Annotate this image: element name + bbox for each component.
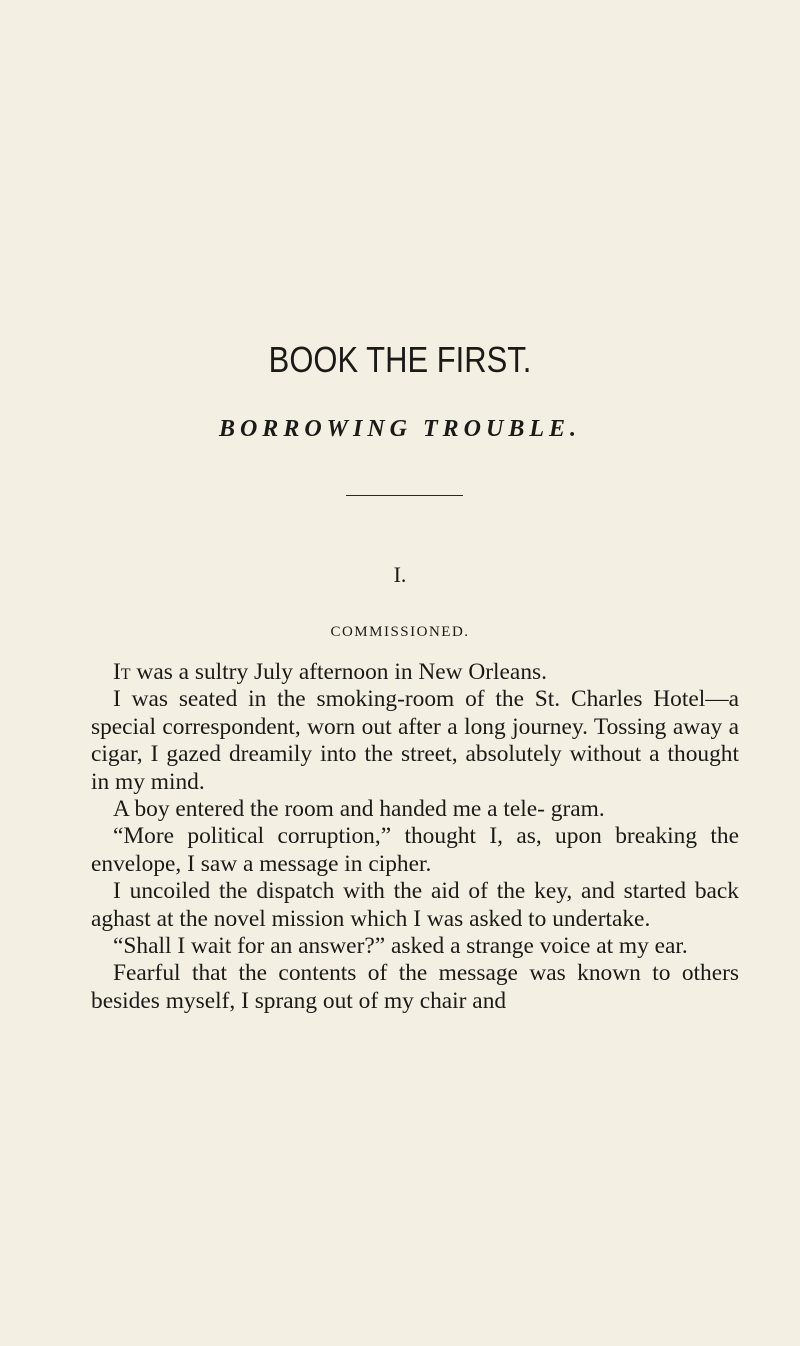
paragraph <box>91 659 739 686</box>
paragraph-text: I was seated in the smoking-room of the St. Charles Hotel—a special correspondent, worn out after a long journey. Tossing away a cigar, I gazed dreamily into the street, absolutely without a thought in my mind. <box>91 686 739 795</box>
book-title: BOOK THE FIRST. <box>268 339 532 380</box>
paragraph-text: Fearful that the contents of the message was known to others besides myself, I sprang out of my chair and <box>91 960 739 1014</box>
paragraph-text: “More political corruption,” thought I, as, upon breaking the envelope, I saw a message in cipher. <box>91 823 739 877</box>
paragraph <box>91 823 739 878</box>
part-title: BORROWING TROUBLE. <box>218 416 582 442</box>
paragraph-lead: It <box>113 659 131 685</box>
paragraph-text: A boy entered the room and handed me a tele- gram. <box>113 796 605 823</box>
chapter-number: I. <box>393 562 407 587</box>
paragraph <box>91 960 739 1015</box>
chapter-title: COMMISSIONED. <box>330 624 470 640</box>
paragraph <box>91 878 739 933</box>
paragraph <box>91 686 739 796</box>
chapter-body <box>91 659 739 1015</box>
section-divider <box>346 495 463 496</box>
paragraph <box>91 796 739 823</box>
paragraph-text: was a sultry July afternoon in New Orleans. <box>130 659 547 685</box>
paragraph <box>91 933 739 960</box>
paragraph-text: “Shall I wait for an answer?” asked a strange voice at my ear. <box>113 933 688 960</box>
paragraph-text: I uncoiled the dispatch with the aid of the key, and started back aghast at the novel mission which I was asked to undertake. <box>91 878 739 932</box>
